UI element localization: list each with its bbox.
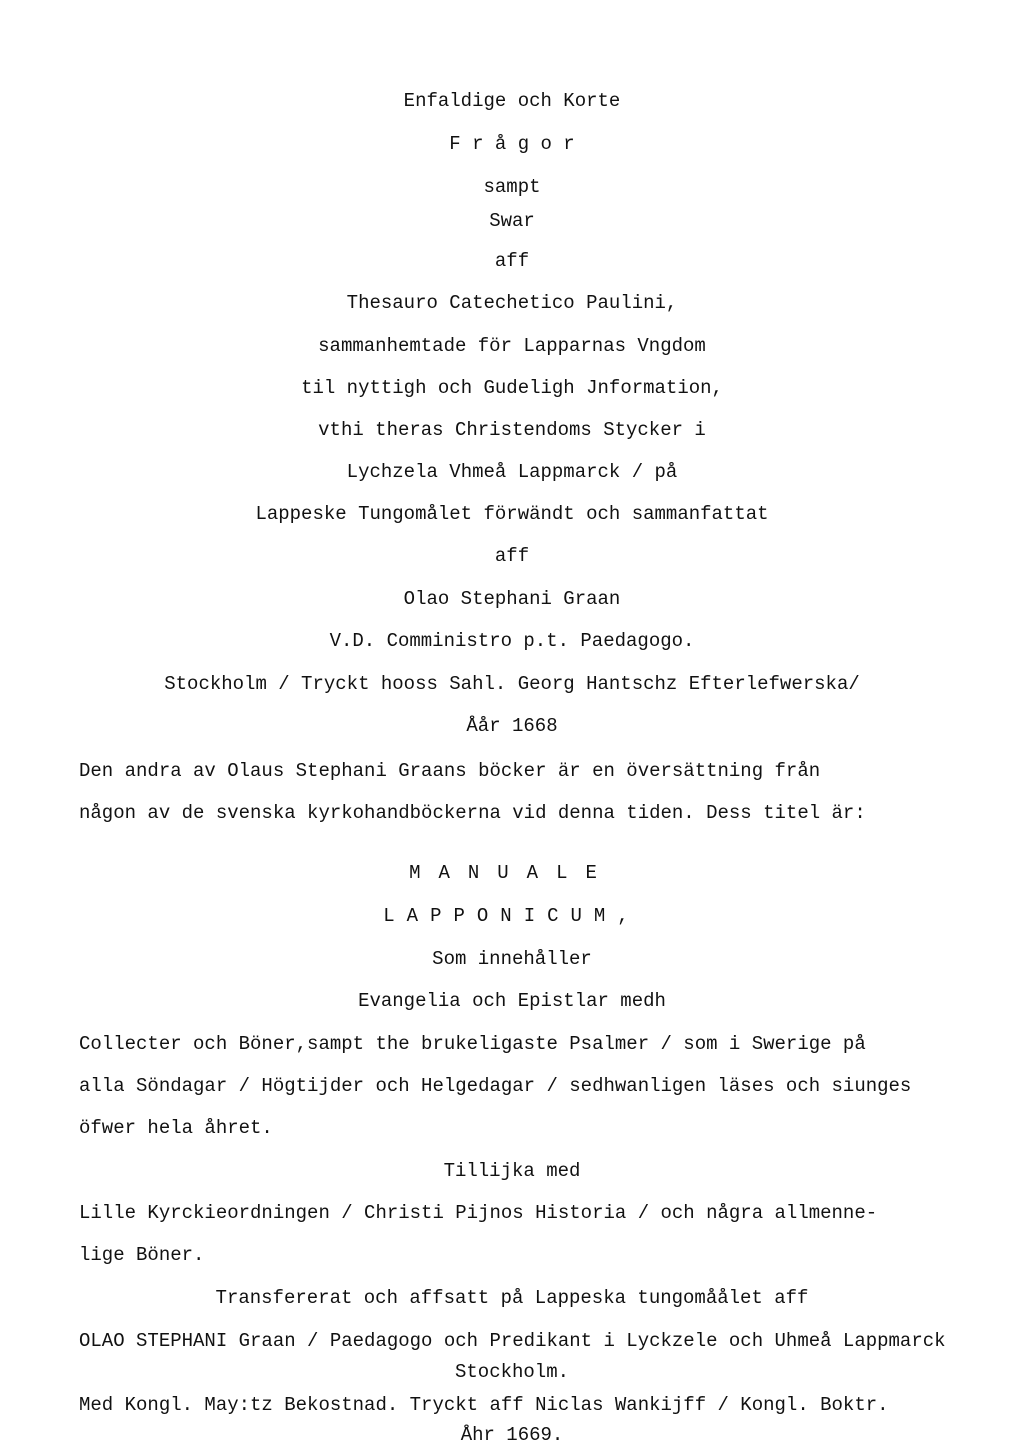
title-line: Olao Stephani Graan <box>403 588 621 610</box>
title-line: aff <box>494 250 530 272</box>
title-line: aff <box>494 545 530 567</box>
title-line: Tillijka med <box>443 1160 581 1182</box>
title-line: Thesauro Catechetico Paulini, <box>346 292 678 314</box>
title-line: sampt <box>483 176 541 198</box>
title-line: MANUALE <box>409 862 615 884</box>
title-line: Evangelia och Epistlar medh <box>358 990 666 1012</box>
body-line: öfwer hela åhret. <box>79 1117 273 1139</box>
title-line: vthi theras Christendoms Stycker i <box>318 419 706 441</box>
body-line: Med Kongl. May:tz Bekostnad. Tryckt aff Niclas Wankijff / Kongl. Boktr. <box>79 1394 889 1416</box>
body-line: OLAO STEPHANI Graan / Paedagogo och Predikant i Lyckzele och Uhmeå Lappmarck <box>79 1330 946 1352</box>
title-line: til nyttigh och Gudeligh Jnformation, <box>301 377 723 399</box>
commentary-line: Den andra av Olaus Stephani Graans böcker är en översättning från <box>79 760 821 782</box>
title-line: LAPPONICUM, <box>383 905 641 927</box>
title-line: Transfererat och affsatt på Lappeska tungomåålet aff <box>215 1287 809 1309</box>
title-line: F r å g o r <box>449 133 575 155</box>
body-line: lige Böner. <box>79 1244 205 1266</box>
title-line: Åår 1668 <box>466 715 558 737</box>
title-line: Swar <box>489 210 535 232</box>
body-line: alla Söndagar / Högtijder och Helgedagar / sedhwanligen läses och siunges <box>79 1075 912 1097</box>
body-line: Collecter och Böner,sampt the brukeligaste Psalmer / som i Swerige på <box>79 1033 866 1055</box>
title-line: Stockholm / Tryckt hooss Sahl. Georg Hantschz Efterlefwerska/ <box>164 673 860 695</box>
title-line: Åhr 1669. <box>460 1424 564 1446</box>
title-line: Som innehåller <box>432 948 592 970</box>
body-line: Lille Kyrckieordningen / Christi Pijnos Historia / och några allmenne- <box>79 1202 878 1224</box>
title-line: Lappeske Tungomålet förwändt och sammanfattat <box>255 503 769 525</box>
title-line: V.D. Comministro p.t. Paedagogo. <box>329 630 695 652</box>
title-line: Stockholm. <box>454 1361 570 1383</box>
title-line: sammanhemtade för Lapparnas Vngdom <box>318 335 706 357</box>
title-line: Lychzela Vhmeå Lappmarck / på <box>346 461 678 483</box>
title-line: Enfaldige och Korte <box>403 90 621 112</box>
commentary-line: någon av de svenska kyrkohandböckerna vid denna tiden. Dess titel är: <box>79 802 866 824</box>
